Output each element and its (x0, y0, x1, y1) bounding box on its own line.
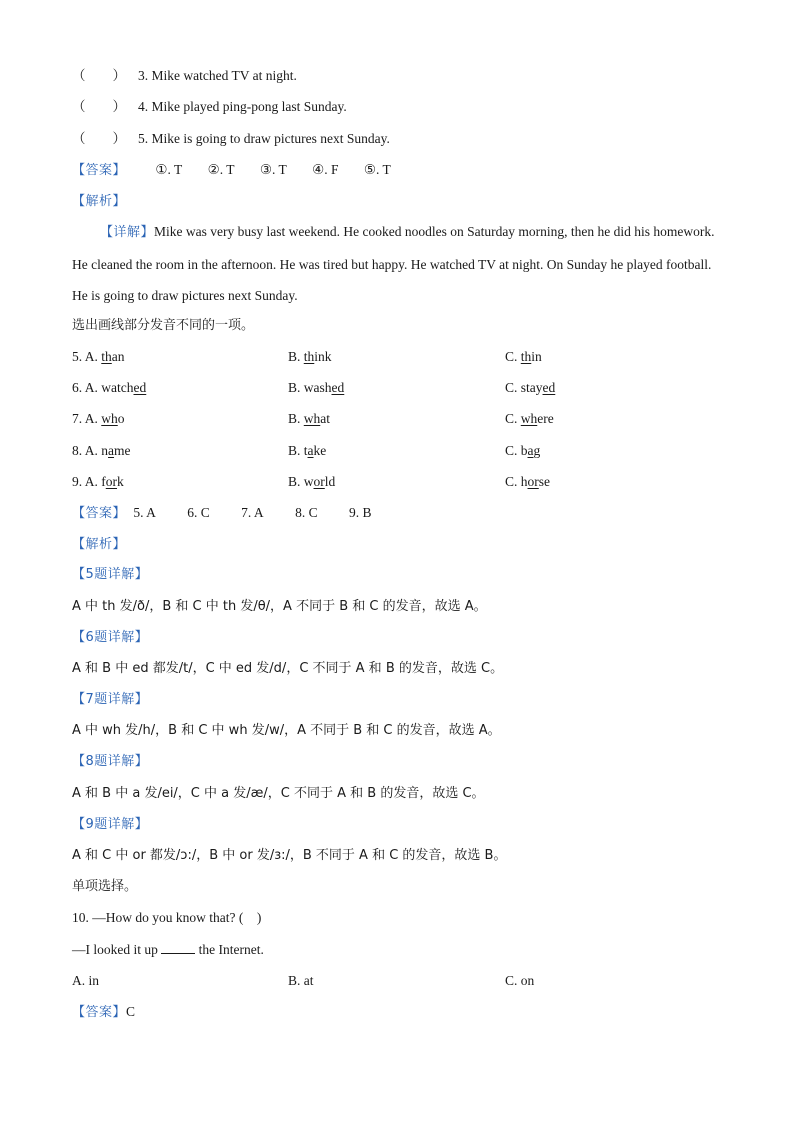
phonics-answer: 5. A (133, 505, 156, 520)
detail-paragraph (72, 216, 722, 312)
analysis-tag: 【解析】 (72, 194, 127, 209)
phonics-option-8c: C. bag (505, 443, 541, 458)
tf-item-text: 4. Mike played ping-pong last Sunday. (138, 99, 347, 114)
phonics-option-8b: B. take (288, 443, 327, 458)
detail-tag: 【详解】 (100, 225, 155, 240)
answer-tag: 【答案】 (72, 1005, 127, 1020)
phonics-answer: 9. B (348, 505, 372, 520)
answer-tag: 【答案】 (72, 163, 127, 178)
analysis-tag-line (72, 534, 126, 554)
phonics-option-7a: 7. A. who (72, 411, 125, 426)
detail-text: Mike was very busy last weekend. He cooked noodles on Saturday morning, then he did his homework. He cleaned the room in the afternoon. He was tired but happy. He watched TV at night. On Sunday he played football. He is going to draw pictures next Sunday. (72, 224, 715, 303)
phonics-option-5c: C. thin (505, 349, 542, 364)
detail-text-5: A 中 th 发/ð/，B 和 C 中 th 发/θ/，A 不同于 B 和 C 的发音，故选 A。 (72, 599, 487, 614)
question-10-answer-line (72, 1002, 135, 1022)
answer-tag: 【答案】 (72, 506, 127, 521)
tf-answer: ②. T (207, 162, 235, 177)
question-10-option-c: C. on (505, 973, 535, 988)
phonics-answer: 8. C (295, 505, 318, 520)
question-10-option-b: B. at (288, 973, 314, 988)
tf-answer: ⑤. T (363, 162, 391, 177)
tf-answer-line (72, 160, 413, 180)
phonics-option-9a: 9. A. fork (72, 474, 124, 489)
tf-item-4 (72, 97, 347, 117)
detail-text-6: A 和 B 中 ed 都发/t/，C 中 ed 发/d/，C 不同于 A 和 B 的发音，故选 C。 (72, 661, 504, 676)
phonics-option-6a: 6. A. watched (72, 380, 147, 395)
phonics-option-7b: B. what (288, 411, 331, 426)
tf-item-text: 3. Mike watched TV at night. (138, 68, 297, 83)
detail-text-7: A 中 wh 发/h/，B 和 C 中 wh 发/w/，A 不同于 B 和 C 的发音，故选 A。 (72, 723, 501, 738)
detail-title-5: 【5题详解】 (72, 567, 149, 582)
phonics-option-9b: B. world (288, 474, 336, 489)
answer-blank (161, 941, 195, 954)
analysis-tag-line (72, 191, 126, 211)
detail-title-9: 【9题详解】 (72, 817, 149, 832)
detail-title-8: 【8题详解】 (72, 754, 149, 769)
question-10-line1: 10. —How do you know that? ( ) (72, 910, 262, 925)
phonics-answer: 7. A (241, 505, 264, 520)
detail-title-7: 【7题详解】 (72, 692, 149, 707)
detail-text-8: A 和 B 中 a 发/ei/，C 中 a 发/æ/，C 不同于 A 和 B 的发音，故选 C。 (72, 786, 485, 801)
phonics-option-7c: C. where (505, 411, 554, 426)
tf-answer: ④. F (312, 162, 339, 177)
question-10-option-a: A. in (72, 973, 99, 988)
phonics-answer: 6. C (187, 505, 210, 520)
question-10-line2: —I looked it up the Internet. (72, 942, 264, 957)
phonics-option-5b: B. think (288, 349, 332, 364)
answer-bracket: （ ） (72, 68, 126, 83)
phonics-option-6c: C. stayed (505, 380, 556, 395)
phonics-option-8a: 8. A. name (72, 443, 131, 458)
phonics-instruction: 选出画线部分发音不同的一项。 (72, 318, 255, 333)
answer-bracket: （ ） (72, 99, 126, 114)
phonics-option-6b: B. washed (288, 380, 345, 395)
tf-item-text: 5. Mike is going to draw pictures next Sunday. (138, 131, 390, 146)
detail-text-9: A 和 C 中 or 都发/ɔ:/，B 中 or 发/з:/，B 不同于 A 和 C 的发音，故选 B。 (72, 848, 507, 863)
tf-item-5 (72, 129, 390, 149)
tf-answer: ①. T (155, 162, 183, 177)
phonics-option-9c: C. horse (505, 474, 551, 489)
answer-bracket: （ ） (72, 131, 126, 146)
phonics-answer-line (72, 503, 393, 523)
tf-answer: ③. T (259, 162, 287, 177)
tf-item-3 (72, 66, 297, 86)
question-10-answer: C (126, 1004, 136, 1019)
analysis-tag: 【解析】 (72, 537, 127, 552)
detail-title-6: 【6题详解】 (72, 630, 149, 645)
phonics-option-5a: 5. A. than (72, 349, 125, 364)
single-choice-instruction: 单项选择。 (72, 879, 138, 894)
